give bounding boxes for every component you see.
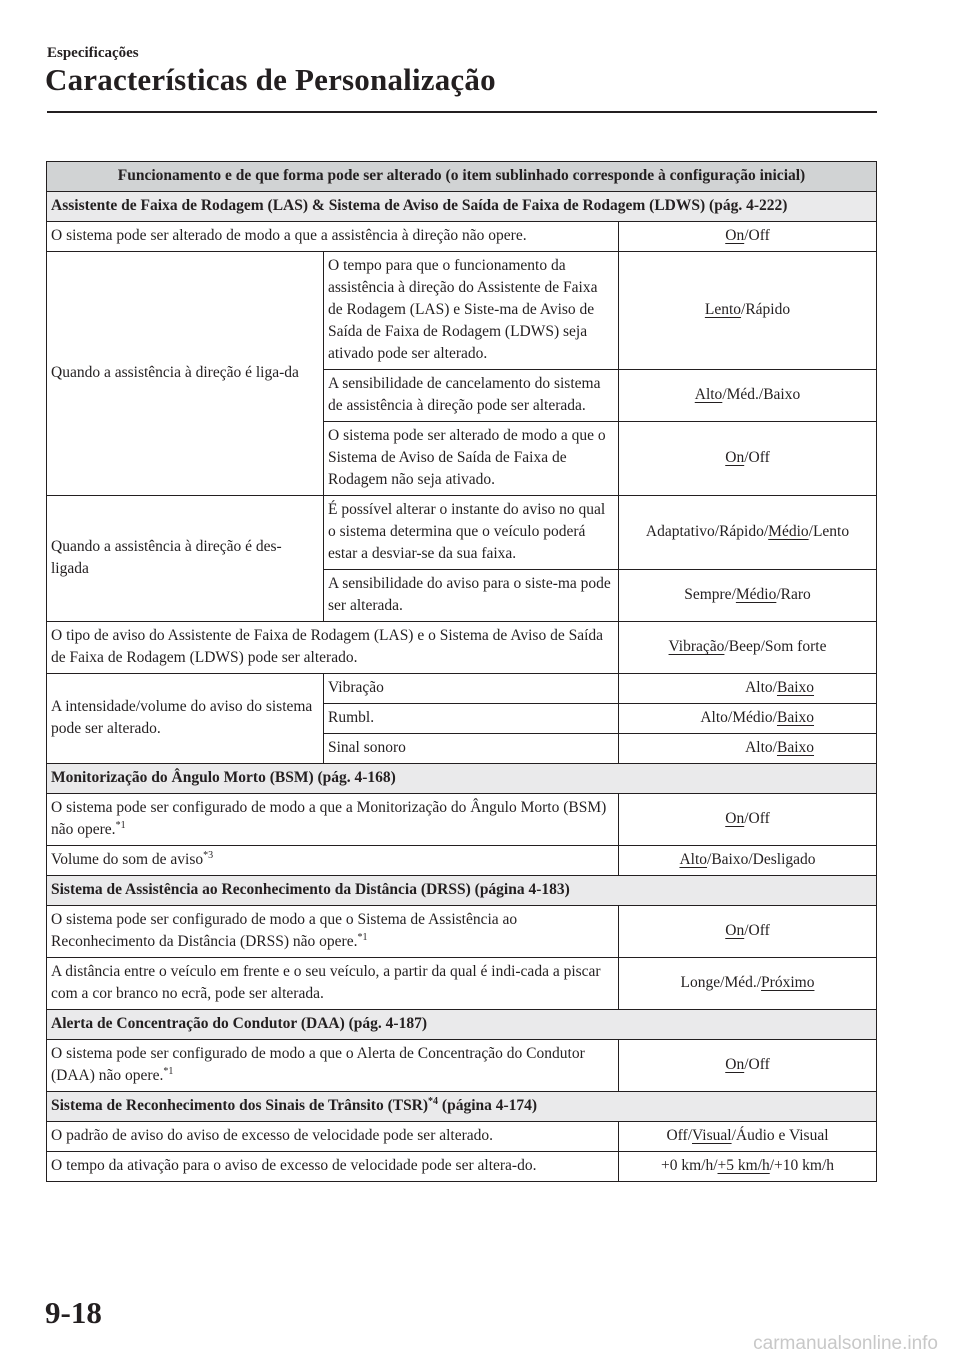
default-option: Baixo: [776, 709, 815, 726]
section-heading-tsr: [47, 1092, 877, 1122]
section-row-las: [47, 192, 877, 222]
other-options: /Rápido: [741, 301, 791, 318]
row-description: O sistema pode ser alterado de modo a que a assistência à direção não opere.: [47, 222, 619, 252]
page-number: 9-18: [45, 1295, 102, 1330]
table-row: [47, 1040, 877, 1092]
heading-text: Sistema de Reconhecimento dos Sinais de Trânsito (TSR): [51, 1097, 429, 1114]
row-description: O tempo para que o funcionamento da assistência à direção do Assistente de Faixa de Rodagem (LAS) e Siste-ma de Aviso de Saída de Faixa de Rodagem (LDWS) seja ativado pode ser alterado.: [324, 252, 619, 370]
option-text: Alto/Médio/: [700, 709, 777, 726]
section-row-tsr: [47, 1092, 877, 1122]
footnote-marker: *1: [163, 1065, 174, 1077]
table-row: [47, 1122, 877, 1152]
row-description: O padrão de aviso do aviso de excesso de velocidade pode ser alterado.: [47, 1122, 619, 1152]
sub-label: Sinal sonoro: [324, 734, 619, 764]
description-text: O sistema pode ser configurado de modo a que o Alerta de Concentração do Condutor (DAA) não opere.: [51, 1045, 585, 1084]
row-description: [47, 846, 619, 876]
other-options: /Baixo/Desligado: [707, 851, 816, 868]
other-options: /Off: [744, 1056, 770, 1073]
watermark: carmanualsonline.info: [753, 1333, 938, 1354]
option-text: Adaptativo/Rápido/: [645, 523, 769, 540]
row-value: [619, 734, 877, 764]
option-text: /Áudio e Visual: [731, 1127, 829, 1144]
default-option: Médio: [768, 523, 809, 540]
table-row: [47, 958, 877, 1010]
default-option: On: [725, 1056, 745, 1073]
description-text: O sistema pode ser configurado de modo a que a Monitorização do Ângulo Morto (BSM) não opere.: [51, 799, 607, 838]
row-value: [619, 1152, 877, 1182]
heading-page-ref: (página 4-174): [438, 1097, 538, 1114]
option-text: +0 km/h/: [660, 1157, 718, 1174]
row-description: O tempo da ativação para o aviso de excesso de velocidade pode ser altera-do.: [47, 1152, 619, 1182]
table-row: [47, 794, 877, 846]
default-option: Alto: [694, 386, 723, 403]
table-row: [47, 222, 877, 252]
table-row: [47, 846, 877, 876]
row-value: [619, 958, 877, 1010]
section-heading-drss: Sistema de Assistência ao Reconhecimento da Distância (DRSS) (página 4-183): [47, 876, 877, 906]
table-row: [47, 906, 877, 958]
default-option: On: [725, 922, 745, 939]
row-description: A sensibilidade de cancelamento do sistema de assistência à direção pode ser alterada.: [324, 370, 619, 422]
other-options: /Off: [744, 449, 770, 466]
row-value: [619, 1122, 877, 1152]
section-heading-las: Assistente de Faixa de Rodagem (LAS) & Sistema de Aviso de Saída de Faixa de Rodagem (LDWS) (pág. 4-222): [47, 192, 877, 222]
other-options: /Off: [744, 810, 770, 827]
option-text: Alto/: [745, 679, 777, 696]
option-text: /Raro: [776, 586, 811, 603]
default-option: On: [725, 449, 745, 466]
page-title: Características de Personalização: [45, 62, 496, 97]
row-value: [619, 496, 877, 570]
option-text: Longe/Méd./: [680, 974, 762, 991]
default-option: +5 km/h: [717, 1157, 770, 1174]
row-value: [619, 370, 877, 422]
section-row-drss: [47, 876, 877, 906]
row-value: [619, 622, 877, 674]
footnote-marker: *1: [115, 819, 126, 831]
section-row-daa: [47, 1010, 877, 1040]
row-description: [47, 1040, 619, 1092]
row-value: [619, 1040, 877, 1092]
default-option: Lento: [704, 301, 742, 318]
other-options: /Off: [744, 922, 770, 939]
default-option: Médio: [735, 586, 777, 603]
table-row: [47, 622, 877, 674]
customization-table: [46, 161, 877, 1182]
row-value: [619, 794, 877, 846]
default-option: Baixo: [776, 679, 815, 696]
other-options: /Beep/Som forte: [724, 638, 827, 655]
sub-label: Vibração: [324, 674, 619, 704]
table-row: [47, 674, 877, 704]
row-description: A sensibilidade do aviso para o siste-ma pode ser alterada.: [324, 570, 619, 622]
footnote-marker: *3: [203, 849, 214, 861]
footnote-marker: *4: [428, 1095, 439, 1107]
default-option: Vibração: [668, 638, 725, 655]
description-text: Volume do som de aviso: [51, 851, 204, 868]
table-header-row: [47, 162, 877, 192]
default-option: Visual: [692, 1127, 732, 1144]
section-label: Especificações: [47, 45, 139, 61]
section-row-bsm: [47, 764, 877, 794]
table-row: [47, 1152, 877, 1182]
group-label-assist-off: Quando a assistência à direção é des-ligada: [47, 496, 324, 622]
row-value: [619, 674, 877, 704]
row-value: [619, 570, 877, 622]
title-divider: [47, 111, 877, 113]
row-value: [619, 222, 877, 252]
description-text: O sistema pode ser configurado de modo a que o Sistema de Assistência ao Reconhecimento da Distância (DRSS) não opere.: [51, 911, 518, 950]
table-row: [47, 252, 877, 370]
row-description: O sistema pode ser alterado de modo a que o Sistema de Aviso de Saída de Faixa de Rodagem não seja ativado.: [324, 422, 619, 496]
row-value: [619, 906, 877, 958]
sub-label: Rumbl.: [324, 704, 619, 734]
row-description: O tipo de aviso do Assistente de Faixa de Rodagem (LAS) e o Sistema de Aviso de Saída de Faixa de Rodagem (LDWS) pode ser alterado.: [47, 622, 619, 674]
default-option: On: [725, 227, 745, 244]
option-text: /Lento: [808, 523, 850, 540]
table-row: [47, 496, 877, 570]
row-description: A distância entre o veículo em frente e o seu veículo, a partir da qual é indi-cada a piscar com a cor branco no ecrã, pode ser alterada.: [47, 958, 619, 1010]
row-value: [619, 846, 877, 876]
group-label-assist-on: Quando a assistência à direção é liga-da: [47, 252, 324, 496]
group-label-intensity: A intensidade/volume do aviso do sistema pode ser alterado.: [47, 674, 324, 764]
row-description: [47, 794, 619, 846]
section-heading-daa: Alerta de Concentração do Condutor (DAA) (pág. 4-187): [47, 1010, 877, 1040]
row-value: [619, 422, 877, 496]
other-options: /Off: [744, 227, 770, 244]
option-text: Off/: [666, 1127, 693, 1144]
default-option: On: [725, 810, 745, 827]
row-value: [619, 704, 877, 734]
option-text: /+10 km/h: [769, 1157, 835, 1174]
option-text: Sempre/: [684, 586, 736, 603]
section-heading-bsm: Monitorização do Ângulo Morto (BSM) (pág. 4-168): [47, 764, 877, 794]
footnote-marker: *1: [357, 931, 368, 943]
row-value: [619, 252, 877, 370]
table-header-cell: Funcionamento e de que forma pode ser alterado (o item sublinhado corresponde à configuração inicial): [47, 162, 877, 192]
default-option: Alto: [679, 851, 708, 868]
option-text: Alto/: [745, 739, 777, 756]
row-description: É possível alterar o instante do aviso no qual o sistema determina que o veículo poderá estar a desviar-se da sua faixa.: [324, 496, 619, 570]
row-description: [47, 906, 619, 958]
default-option: Baixo: [776, 739, 815, 756]
other-options: /Méd./Baixo: [722, 386, 801, 403]
default-option: Próximo: [761, 974, 815, 991]
